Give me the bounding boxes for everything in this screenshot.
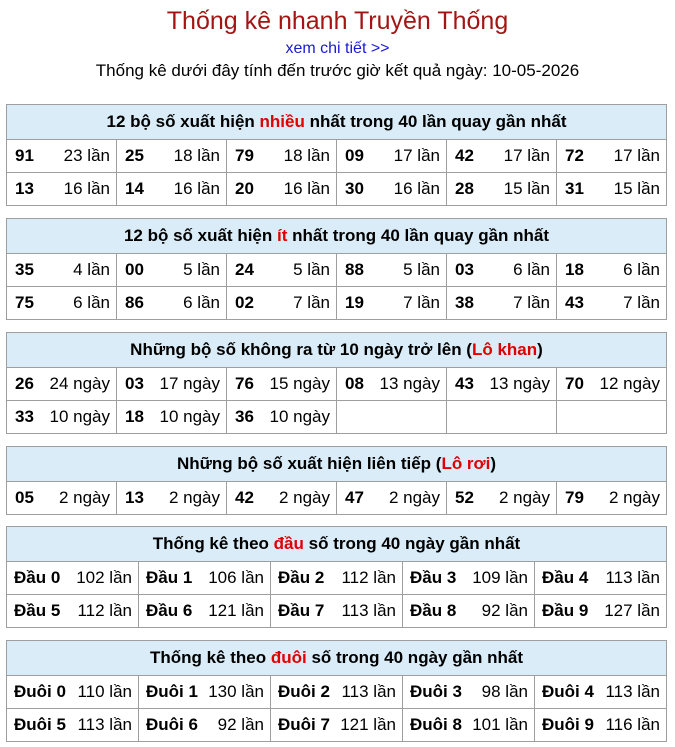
- stat-cell: [337, 173, 447, 206]
- stat-key: 00: [125, 260, 144, 279]
- stat-key: 70: [565, 374, 584, 393]
- stat-count: 12 ngày: [599, 374, 660, 393]
- stat-count: 121 lần: [340, 715, 396, 734]
- title-highlight: ít: [277, 226, 288, 245]
- stat-key: 03: [125, 374, 144, 393]
- stat-cell: [403, 562, 535, 595]
- title-text: 12 bộ số xuất hiện: [123, 226, 277, 245]
- title-text: ): [537, 340, 543, 359]
- stat-cell: [7, 562, 139, 595]
- stat-cell: [7, 140, 117, 173]
- table-title: [7, 641, 667, 676]
- stat-key: Đuôi 1: [146, 682, 198, 701]
- stat-key: 38: [455, 293, 474, 312]
- stat-key: 52: [455, 488, 474, 507]
- stat-count: 98 lần: [481, 682, 528, 701]
- stat-key: 47: [345, 488, 364, 507]
- stat-cell: [117, 173, 227, 206]
- stat-cell: [557, 173, 667, 206]
- stat-cell: [447, 254, 557, 287]
- stat-cell: [7, 595, 139, 628]
- stat-count: 17 lần: [503, 146, 550, 165]
- stat-key: Đầu 4: [542, 568, 589, 587]
- stat-key: Đầu 3: [410, 568, 457, 587]
- stat-key: Đuôi 4: [542, 682, 594, 701]
- stat-cell: [337, 140, 447, 173]
- stat-count: 113 lần: [341, 601, 396, 620]
- title-highlight: đuôi: [270, 648, 307, 667]
- stat-cell: [535, 595, 667, 628]
- stat-count: 106 lần: [208, 568, 264, 587]
- stat-key: 42: [455, 146, 474, 165]
- title-text: Những bộ số không ra từ 10 ngày trở lên (: [130, 340, 472, 359]
- stat-key: 88: [345, 260, 364, 279]
- stat-cell: [447, 287, 557, 320]
- stat-key: 79: [235, 146, 254, 165]
- title-text: số trong 40 ngày gần nhất: [306, 648, 524, 667]
- table-title: [7, 333, 667, 368]
- stat-count: 4 lần: [73, 260, 110, 279]
- stat-key: 86: [125, 293, 144, 312]
- table-title: [7, 105, 667, 140]
- stat-key: 75: [15, 293, 34, 312]
- stat-cell: [337, 368, 447, 401]
- stat-count: 6 lần: [73, 293, 110, 312]
- stat-key: 28: [455, 179, 474, 198]
- stat-count: 113 lần: [605, 682, 660, 701]
- stat-count: 5 lần: [183, 260, 220, 279]
- stat-count: 10 ngày: [269, 407, 330, 426]
- stat-count: 16 lần: [283, 179, 330, 198]
- stat-cell: [139, 709, 271, 742]
- stat-cell: [535, 676, 667, 709]
- stat-key: Đầu 2: [278, 568, 325, 587]
- title-text: 12 bộ số xuất hiện: [106, 112, 260, 131]
- stat-cell: [535, 709, 667, 742]
- stat-cell: [557, 254, 667, 287]
- stat-count: 2 ngày: [58, 488, 110, 507]
- stat-cell: [7, 287, 117, 320]
- stat-count: 16 lần: [63, 179, 110, 198]
- stat-count: 116 lần: [605, 715, 660, 734]
- title-text: nhất trong 40 lần quay gần nhất: [304, 112, 567, 131]
- stats-table: [6, 526, 667, 628]
- stat-count: 2 ngày: [388, 488, 440, 507]
- stat-count: 5 lần: [293, 260, 330, 279]
- stat-key: 33: [15, 407, 34, 426]
- stat-cell: [7, 709, 139, 742]
- stat-key: Đầu 0: [14, 568, 61, 587]
- stat-key: 43: [455, 374, 474, 393]
- table-row: [7, 676, 667, 709]
- stat-count: 2 ngày: [608, 488, 660, 507]
- stat-count: 15 lần: [503, 179, 550, 198]
- stat-cell: [337, 401, 447, 434]
- stat-key: Đuôi 9: [542, 715, 594, 734]
- stat-count: 13 ngày: [379, 374, 440, 393]
- details-link[interactable]: xem chi tiết >>: [285, 40, 390, 57]
- stat-cell: [117, 254, 227, 287]
- stat-cell: [557, 401, 667, 434]
- stat-count: 18 lần: [283, 146, 330, 165]
- stat-key: 26: [15, 374, 34, 393]
- stat-key: 35: [15, 260, 34, 279]
- page-header: [0, 0, 675, 85]
- stat-key: 25: [125, 146, 144, 165]
- table-row: [7, 595, 667, 628]
- stat-cell: [7, 482, 117, 515]
- table-row: [7, 482, 667, 515]
- stat-key: 30: [345, 179, 364, 198]
- stat-cell: [117, 368, 227, 401]
- stat-key: 02: [235, 293, 254, 312]
- stat-count: 17 lần: [613, 146, 660, 165]
- stat-key: Đuôi 2: [278, 682, 330, 701]
- stat-count: 113 lần: [605, 568, 660, 587]
- stat-cell: [139, 562, 271, 595]
- stat-key: 13: [125, 488, 144, 507]
- stat-count: 113 lần: [77, 715, 132, 734]
- stat-key: 24: [235, 260, 254, 279]
- stat-key: 91: [15, 146, 34, 165]
- stat-count: 17 lần: [393, 146, 440, 165]
- stat-count: 10 ngày: [159, 407, 220, 426]
- stat-cell: [337, 287, 447, 320]
- stat-count: 127 lần: [604, 601, 660, 620]
- stat-count: 6 lần: [623, 260, 660, 279]
- stat-key: Đầu 6: [146, 601, 193, 620]
- stat-cell: [271, 595, 403, 628]
- title-text: số trong 40 ngày gần nhất: [303, 534, 521, 553]
- stat-key: 72: [565, 146, 584, 165]
- stat-cell: [447, 401, 557, 434]
- stat-cell: [7, 368, 117, 401]
- title-text: Những bộ số xuất hiện liên tiếp (: [176, 454, 442, 473]
- stat-key: Đầu 9: [542, 601, 589, 620]
- stat-count: 18 lần: [173, 146, 220, 165]
- stat-key: 36: [235, 407, 254, 426]
- stat-key: 42: [235, 488, 254, 507]
- stat-count: 112 lần: [341, 568, 396, 587]
- title-highlight: đầu: [273, 534, 304, 553]
- stat-key: Đuôi 6: [146, 715, 198, 734]
- stat-count: 6 lần: [183, 293, 220, 312]
- stats-table: [6, 640, 667, 742]
- table-row: [7, 254, 667, 287]
- title-highlight: Lô rơi: [441, 454, 491, 473]
- stats-table: [6, 446, 667, 515]
- stats-table: [6, 218, 667, 320]
- stat-key: 03: [455, 260, 474, 279]
- stat-cell: [139, 676, 271, 709]
- stat-key: Đầu 8: [410, 601, 457, 620]
- stat-cell: [227, 401, 337, 434]
- stat-cell: [403, 676, 535, 709]
- stat-count: 92 lần: [217, 715, 264, 734]
- stat-key: 20: [235, 179, 254, 198]
- stat-cell: [447, 140, 557, 173]
- stat-cell: [535, 562, 667, 595]
- stat-key: Đầu 1: [146, 568, 193, 587]
- stat-key: 79: [565, 488, 584, 507]
- stat-cell: [337, 254, 447, 287]
- stat-cell: [139, 595, 271, 628]
- title-text: Thống kê theo: [149, 648, 271, 667]
- stat-cell: [271, 709, 403, 742]
- stat-key: 09: [345, 146, 364, 165]
- stat-count: 6 lần: [513, 260, 550, 279]
- title-highlight: Lô khan: [471, 340, 538, 359]
- stat-cell: [447, 173, 557, 206]
- stat-count: 2 ngày: [278, 488, 330, 507]
- table-row: [7, 562, 667, 595]
- stat-count: 10 ngày: [49, 407, 110, 426]
- stat-count: 7 lần: [513, 293, 550, 312]
- stat-key: Đuôi 7: [278, 715, 330, 734]
- stat-cell: [271, 676, 403, 709]
- stat-count: 23 lần: [63, 146, 110, 165]
- stat-cell: [557, 368, 667, 401]
- stat-count: 121 lần: [208, 601, 264, 620]
- table-title: [7, 527, 667, 562]
- stat-cell: [117, 140, 227, 173]
- stat-count: 15 lần: [613, 179, 660, 198]
- stats-table: [6, 332, 667, 434]
- stat-cell: [557, 482, 667, 515]
- table-row: [7, 140, 667, 173]
- stat-cell: [117, 401, 227, 434]
- stat-cell: [337, 482, 447, 515]
- stat-count: 112 lần: [77, 601, 132, 620]
- stat-cell: [227, 482, 337, 515]
- stat-count: 16 lần: [173, 179, 220, 198]
- stat-cell: [403, 595, 535, 628]
- stat-cell: [447, 368, 557, 401]
- stat-count: 101 lần: [472, 715, 528, 734]
- stat-count: 17 ngày: [159, 374, 220, 393]
- stat-count: 5 lần: [403, 260, 440, 279]
- title-text: Thống kê theo: [152, 534, 274, 553]
- stat-key: 05: [15, 488, 34, 507]
- title-text: nhất trong 40 lần quay gần nhất: [287, 226, 550, 245]
- stat-count: 130 lần: [208, 682, 264, 701]
- stat-cell: [227, 368, 337, 401]
- stat-key: 31: [565, 179, 584, 198]
- stat-key: Đuôi 0: [14, 682, 66, 701]
- stat-cell: [227, 254, 337, 287]
- stat-count: 15 ngày: [269, 374, 330, 393]
- stat-count: 16 lần: [393, 179, 440, 198]
- stat-cell: [227, 287, 337, 320]
- stat-count: 13 ngày: [489, 374, 550, 393]
- stat-key: Đuôi 8: [410, 715, 462, 734]
- stat-key: 18: [565, 260, 584, 279]
- stat-key: 18: [125, 407, 144, 426]
- title-highlight: nhiều: [259, 112, 305, 131]
- stat-key: Đuôi 3: [410, 682, 462, 701]
- stat-count: 7 lần: [623, 293, 660, 312]
- table-title: [7, 219, 667, 254]
- stat-count: 24 ngày: [49, 374, 110, 393]
- table-title: [7, 447, 667, 482]
- stat-cell: [117, 482, 227, 515]
- stat-cell: [7, 173, 117, 206]
- stats-table: [6, 104, 667, 206]
- table-row: [7, 401, 667, 434]
- table-row: [7, 287, 667, 320]
- stat-count: 7 lần: [403, 293, 440, 312]
- stat-cell: [271, 562, 403, 595]
- stat-count: 102 lần: [76, 568, 132, 587]
- stat-key: 08: [345, 374, 364, 393]
- stat-key: 43: [565, 293, 584, 312]
- stat-cell: [403, 709, 535, 742]
- stat-cell: [7, 401, 117, 434]
- stat-key: Đầu 7: [278, 601, 325, 620]
- stat-cell: [7, 676, 139, 709]
- stat-count: 7 lần: [293, 293, 330, 312]
- stat-cell: [7, 254, 117, 287]
- stat-count: 2 ngày: [498, 488, 550, 507]
- stat-count: 2 ngày: [168, 488, 220, 507]
- stat-count: 110 lần: [77, 682, 132, 701]
- stat-cell: [227, 140, 337, 173]
- stat-key: 19: [345, 293, 364, 312]
- stat-count: 113 lần: [341, 682, 396, 701]
- result-date-line: Thống kê dưới đây tính đến trước giờ kết quả ngày: 10-05-2026: [95, 61, 580, 80]
- stat-count: 92 lần: [481, 601, 528, 620]
- table-row: [7, 173, 667, 206]
- stat-count: 109 lần: [472, 568, 528, 587]
- stat-key: 13: [15, 179, 34, 198]
- table-row: [7, 368, 667, 401]
- stat-cell: [447, 482, 557, 515]
- stat-cell: [117, 287, 227, 320]
- stat-key: Đầu 5: [14, 601, 61, 620]
- stat-key: 76: [235, 374, 254, 393]
- table-row: [7, 709, 667, 742]
- title-text: ): [490, 454, 497, 473]
- stat-key: 14: [125, 179, 144, 198]
- stat-cell: [227, 173, 337, 206]
- stat-cell: [557, 140, 667, 173]
- stat-key: Đuôi 5: [14, 715, 66, 734]
- page-title: Thống kê nhanh Truyền Thống: [166, 7, 509, 35]
- stat-cell: [557, 287, 667, 320]
